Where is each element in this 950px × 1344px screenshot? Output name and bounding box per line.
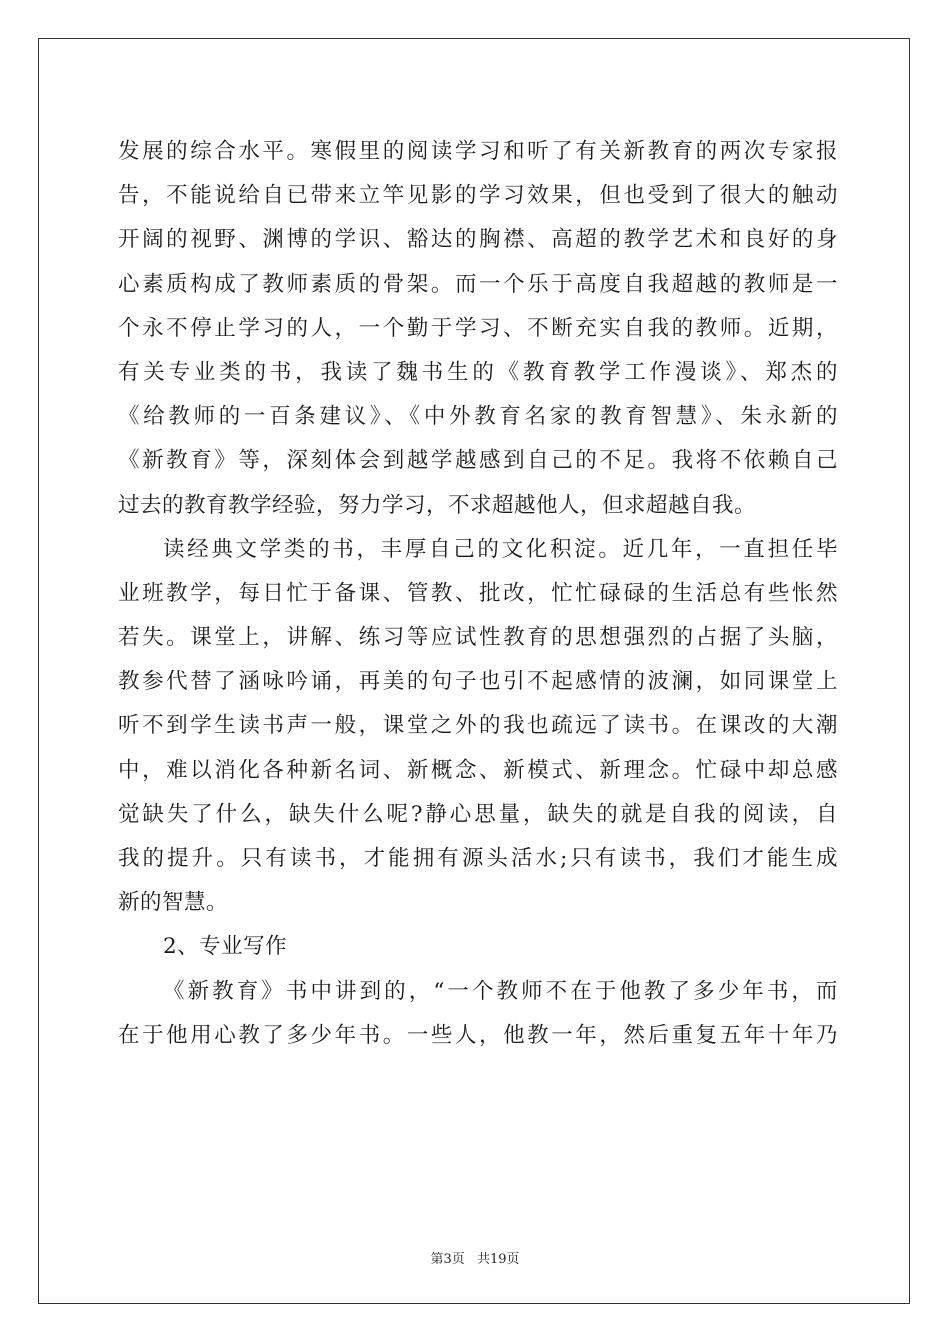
text-line: 心素质构成了教师素质的骨架。而一个乐于高度自我超越的教师是一 — [118, 271, 838, 297]
text-line: 过去的教育教学经验，努力学习，不求超越他人，但求超越自我。 — [118, 492, 757, 518]
text-line: 《新教育》等，深刻体会到越学越感到自己的不足。我将不依赖自己 — [118, 448, 838, 474]
text-line: 有关专业类的书，我读了魏书生的《教育教学工作漫谈》、郑杰的 — [118, 359, 838, 385]
section-heading: 2、专业写作 — [163, 934, 288, 960]
text-line: 中，难以消化各种新名词、新概念、新模式、新理念。忙碌中却总感 — [118, 757, 838, 783]
text-line: 《给教师的一百条建议》、《中外教育名家的教育智慧》、朱永新的 — [118, 404, 838, 430]
text-line: 我的提升。只有读书，才能拥有源头活水;只有读书，我们才能生成 — [118, 846, 838, 871]
paragraph-start-line: 《新教育》书中讲到的，“一个教师不在于他教了多少年书，而 — [163, 978, 838, 1004]
paragraph-start-line: 读经典文学类的书，丰厚自己的文化积淀。近几年，一直担任毕 — [163, 536, 838, 562]
text-line: 教参代替了涵咏吟诵，再美的句子也引不起感情的波澜，如同课堂上 — [118, 669, 838, 695]
document-body — [118, 130, 838, 1058]
page-number-current: 第3页 — [430, 1252, 465, 1267]
text-line: 发展的综合水平。寒假里的阅读学习和听了有关新教育的两次专家报 — [118, 139, 838, 164]
page-number-total: 共19页 — [476, 1252, 520, 1267]
page-footer — [0, 1248, 950, 1267]
text-line: 在于他用心教了多少年书。一些人，他教一年，然后重复五年十年乃 — [118, 1022, 838, 1048]
text-line: 若失。课堂上，讲解、练习等应试性教育的思想强烈的占据了头脑， — [118, 625, 838, 651]
text-line: 个永不停止学习的人，一个勤于学习、不断充实自我的教师。近期， — [118, 315, 838, 341]
text-line: 听不到学生读书声一般，课堂之外的我也疏远了读书。在课改的大潮 — [118, 713, 838, 739]
text-line: 开阔的视野、渊博的学识、豁达的胸襟、高超的教学艺术和良好的身 — [118, 227, 838, 253]
text-line: 觉缺失了什么，缺失什么呢?静心思量，缺失的就是自我的阅读，自 — [118, 801, 838, 827]
text-line: 告，不能说给自已带来立竿见影的学习效果，但也受到了很大的触动 — [118, 183, 838, 209]
text-line: 业班教学，每日忙于备课、管教、批改，忙忙碌碌的生活总有些怅然 — [118, 580, 838, 606]
text-line: 新的智慧。 — [118, 890, 229, 916]
